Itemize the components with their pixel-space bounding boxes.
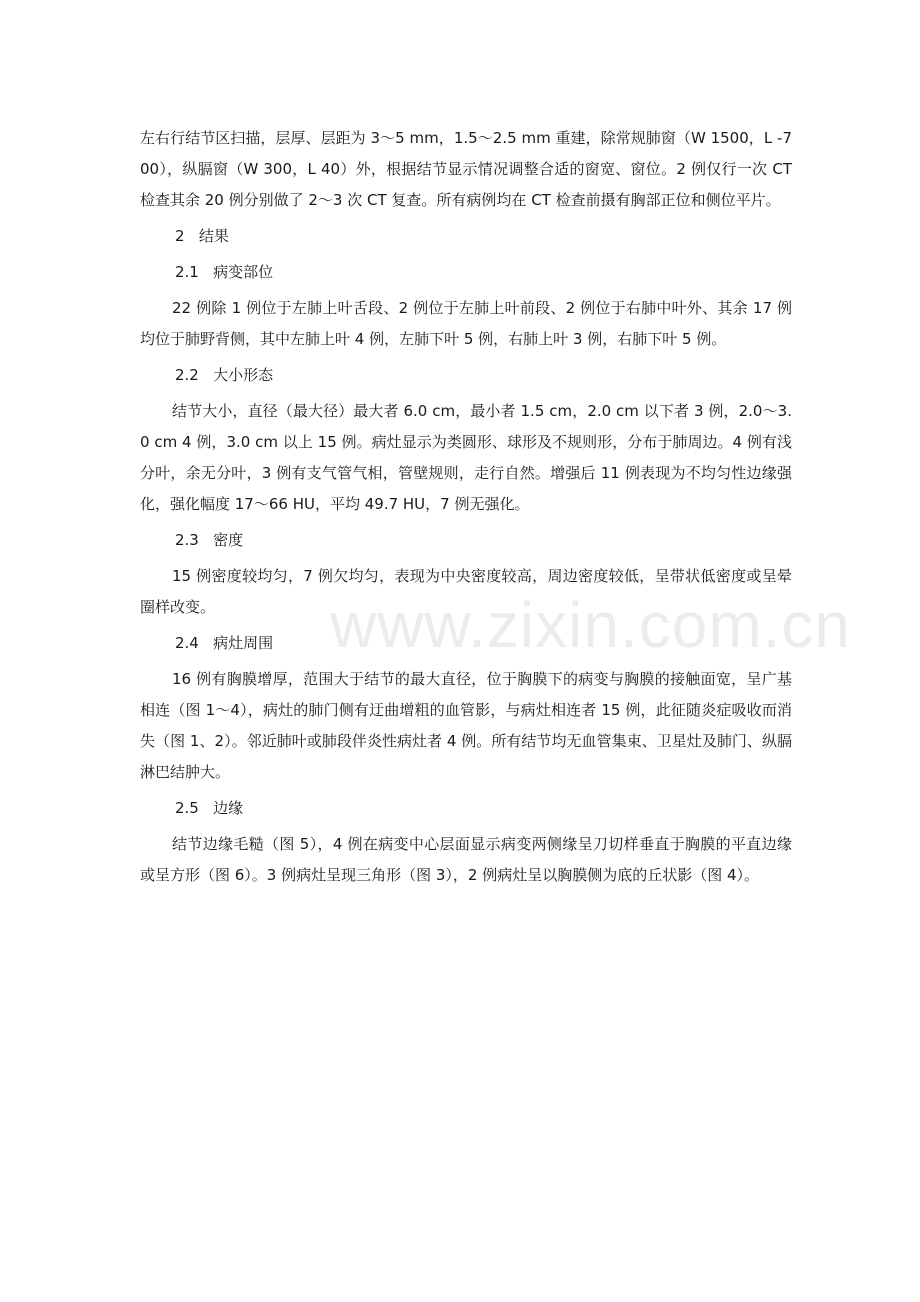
heading-results: 2 结果 xyxy=(175,227,229,245)
heading-density: 2.3 密度 xyxy=(175,531,244,549)
paragraph-lesion-location: 22 例除 1 例位于左肺上叶舌段、2 例位于左肺上叶前段、2 例位于右肺中叶外、其余 17 例均位于肺野背侧，其中左肺上叶 4 例，左肺下叶 5 例，右肺上叶 3 例，右肺下叶 5 例。 xyxy=(140,299,792,348)
heading-size-shape: 2.2 大小形态 xyxy=(175,366,274,384)
paragraph-margin: 结节边缘毛糙（图 5），4 例在病变中心层面显示病变两侧缘呈刀切样垂直于胸膜的平直边缘或呈方形（图 6）。3 例病灶呈现三角形（图 3），2 例病灶呈以胸膜侧为底的丘状影（图 4）。 xyxy=(140,835,792,884)
heading-lesion-location: 2.1 病变部位 xyxy=(175,263,274,281)
heading-margin: 2.5 边缘 xyxy=(175,799,244,817)
heading-surroundings: 2.4 病灶周围 xyxy=(175,634,274,652)
paragraph-surroundings: 16 例有胸膜增厚，范围大于结节的最大直径，位于胸膜下的病变与胸膜的接触面宽，呈广基相连（图 1～4），病灶的肺门侧有迂曲增粗的血管影，与病灶相连者 15 例，此征随炎症吸收而消失（图 1、2）。邻近肺叶或肺段伴炎性病灶者 4 例。所有结节均无血管集束、卫星灶及肺门、纵膈淋巴结肿大。 xyxy=(140,670,792,781)
document-body xyxy=(140,123,792,896)
watermark: www.zixin.com.cn xyxy=(330,589,851,661)
paragraph-methods-continued: 左右行结节区扫描，层厚、层距为 3～5 mm，1.5～2.5 mm 重建，除常规肺窗（W 1500，L -700），纵膈窗（W 300，L 40）外，根据结节显示情况调整合适的窗宽、窗位。2 例仅行一次 CT 检查其余 20 例分别做了 2～3 次 CT 复查。所有病例均在 CT 检查前摄有胸部正位和侧位平片。 xyxy=(140,129,792,209)
paragraph-density: 15 例密度较均匀，7 例欠均匀，表现为中央密度较高，周边密度较低，呈带状低密度或呈晕圈样改变。 xyxy=(140,567,792,616)
paragraph-size-shape: 结节大小，直径（最大径）最大者 6.0 cm，最小者 1.5 cm，2.0 cm 以下者 3 例，2.0～3.0 cm 4 例，3.0 cm 以上 15 例。病灶显示为类圆形、球形及不规则形，分布于肺周边。4 例有浅分叶，余无分叶，3 例有支气管气相，管壁规则，走行自然。增强后 11 例表现为不均匀性边缘强化，强化幅度 17～66 HU，平均 49.7 HU，7 例无强化。 xyxy=(140,402,792,513)
